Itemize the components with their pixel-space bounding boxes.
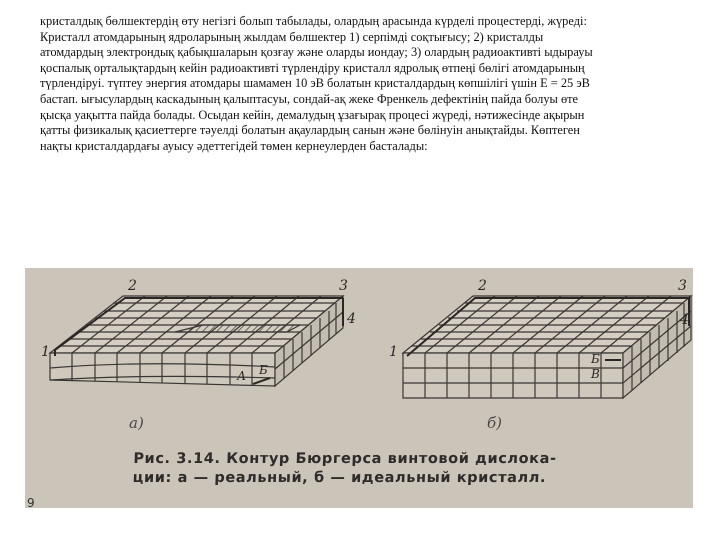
caption-line: Рис. 3.14. Контур Бюргерса винтовой дислока-	[133, 451, 557, 467]
paragraph-line: бастап. ығысулардың каскадының қалыптасуы, сондай-ақ жеке Френкель дефектінің пайда болуы өте	[40, 91, 579, 106]
label-4-left: 4	[347, 311, 356, 327]
paragraph-line: нақты кристалдардағы ауысу әдеттегідей төмен кернеулерден басталады:	[40, 138, 428, 153]
paragraph-line: қоспалық орталықтардың кейін радиоактивті түрлендіру кристалл ядролық өтпеңі бөлігі атомдарының	[40, 60, 585, 75]
label-A: А	[237, 369, 247, 383]
label-1-left: 1	[41, 344, 50, 360]
subfigure-b-label: б)	[487, 414, 503, 432]
paragraph-line: түрлендіруі. түптеу энергия атомдары шамамен 10 эВ болатын кристалдардың көпшілігі үшін E = 25 эВ	[40, 76, 590, 91]
label-2-left: 2	[128, 278, 137, 294]
label-4-right: 4	[680, 312, 689, 328]
label-3-left: 3	[339, 278, 348, 294]
label-B-left: Б	[259, 363, 268, 377]
label-3-right: 3	[678, 278, 687, 294]
label-B-right: Б	[591, 352, 600, 366]
paragraph-line: Кристалл атомдарының ядроларының жылдам бөлшектер 1) серпімді соқтығысу; 2) кристалды	[40, 29, 544, 44]
caption-line: ции: а — реальный, б — идеальный кристалл.	[132, 470, 547, 486]
subfigure-a-label: а)	[129, 414, 144, 432]
body-paragraph	[40, 14, 690, 154]
scanned-figure	[25, 268, 693, 508]
ideal-crystal-block	[403, 296, 691, 398]
paragraph-line: атомдардың электрондық қабықшаларын қозғау және оларды иондау; 3) олардың радиоактивті ыдырауы	[40, 45, 593, 60]
figure-caption	[132, 450, 673, 488]
label-V: В	[591, 367, 600, 381]
label-1-right: 1	[389, 344, 398, 360]
label-2-right: 2	[478, 278, 487, 294]
paragraph-line: кристалдық бөлшектердің өту негізгі болып табылады, олардың арасында күрделі процестерді, жүреді:	[40, 14, 587, 28]
paragraph-line: қысқа уақытта пайда болады. Осыдан кейін, демалудың ұзағырақ процесі жүреді, нәтижесінде ақырын	[40, 107, 585, 122]
real-crystal-block	[50, 296, 343, 386]
page-edge-mark: 9	[27, 496, 35, 508]
paragraph-line: қатты физикалық қасиеттерге тәуелді болатын ақаулардың санын және бөлінуін анықтайды. Көптеген	[40, 123, 580, 138]
